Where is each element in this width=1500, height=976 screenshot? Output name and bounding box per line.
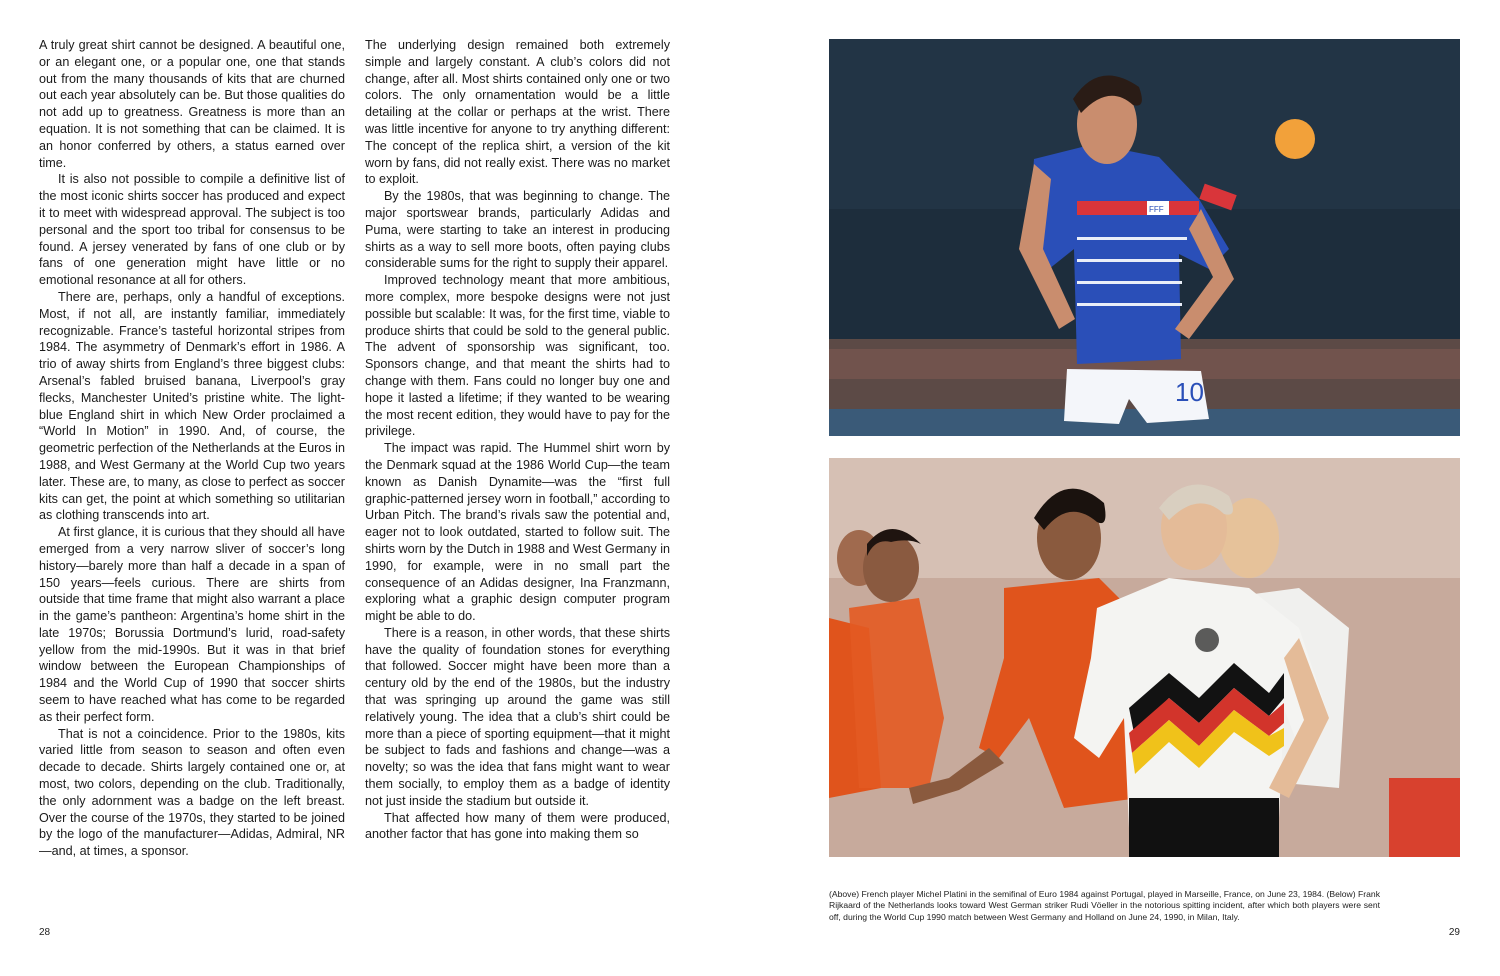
paragraph: That affected how many of them were produced, another factor that has gone into making them so <box>365 810 670 842</box>
photo-rijkaard-voeller-illustration <box>829 458 1460 857</box>
photo-platini <box>829 39 1460 436</box>
paragraph: That is not a coincidence. Prior to the 1980s, kits varied little from season to season and often even decade to decade. Shirts largely contained one or, at most, two colors, depending on the club. Traditionally, the only adornment was a badge on the left breast. Over the course of the 1970s, they started to be joined by the logo of the manufacturer—Adidas, Admiral, NR—and, at times, a sponsor. <box>39 726 345 859</box>
paragraph: Improved technology meant that more ambitious, more complex, more bespoke designs were not just possible but scalable: It was, for the first time, viable to produce shirts that could be sold to the general public. The advent of sponsorship was significant, too. Sponsors change, and that meant the shirts had to change with them. Fans could no longer buy one and hope it lasted a lifetime; if they wanted to be wearing the most recent edition, they would have to pay for the privilege. <box>365 273 670 439</box>
photo-platini-illustration <box>829 39 1460 436</box>
page-number-left: 28 <box>39 927 51 938</box>
photo-rijkaard-voeller <box>829 458 1460 857</box>
paragraph: There are, perhaps, only a handful of exceptions. Most, if not all, are instantly familiar, immediately recognizable. France’s tasteful horizontal stripes from 1984. The asymmetry of Denmark’s effort in 1986. A trio of away shirts from England’s three biggest clubs: Arsenal’s fabled bruised banana, Liverpool’s gray flecks, Manchester United’s pristine white. The light-blue England shirt in which New Order proclaimed a “World In Motion” in 1990. And, of course, the geometric perfection of the Netherlands at the Euros in 1988, and West Germany at the World Cup two years later. These are, to many, as close to perfect as soccer kits can get, the point at which something so utilitarian as clothing transcends into art. <box>39 289 345 523</box>
shirt-badge: FFF <box>1149 205 1164 214</box>
paragraph: The underlying design remained both extremely simple and largely constant. A club’s colors did not change, after all. Most shirts contained only one or two colors. The only ornamentation would be a little detailing at the collar or perhaps at the wrist. There was little incentive for anyone to try anything different: The concept of the replica shirt, a version of the kit worn by fans, did not really exist. There was no market to exploit. <box>365 38 670 187</box>
text-column-2 <box>365 37 670 843</box>
paragraph: A truly great shirt cannot be designed. A beautiful one, or an elegant one, or a popular one, one that stands out from the many thousands of kits that are churned out each year absolutely can be. But those qualities do not add up to greatness. Greatness is more than an equation. It is not something that can be claimed. It is an honor conferred by others, a status earned over time. <box>39 38 345 170</box>
photo-caption: (Above) French player Michel Platini in the semifinal of Euro 1984 against Portugal, played in Marseille, France, on June 23, 1984. (Below) Frank Rijkaard of the Netherlands looks toward West German striker Rudi Vöeller in the notorious spitting incident, after which both players were sent off, during the World Cup 1990 match between West Germany and Holland on June 24, 1990, in Milan, Italy. <box>829 889 1380 922</box>
paragraph: The impact was rapid. The Hummel shirt worn by the Denmark squad at the 1986 World Cup—the team known as Danish Dynamite—was the “first full graphic-patterned jersey worn in football,” according to Urban Pitch. The brand’s rivals saw the potential and, eager not to look outdated, started to follow suit. The shirts worn by the Dutch in 1988 and West Germany in 1990, for example, were in no small part the consequence of an Adidas designer, Ina Franzmann, exploring what a graphic design computer program might be able to do. <box>365 441 670 624</box>
paragraph: It is also not possible to compile a definitive list of the most iconic shirts soccer has produced and expect it to meet with widespread approval. The subject is too personal and the sport too tribal for consensus to be found. A jersey venerated by fans of one club or by fans of one generation might have little or no emotional resonance at all for others. <box>39 172 345 288</box>
paragraph: By the 1980s, that was beginning to change. The major sportswear brands, particularly Adidas and Puma, were starting to take an interest in producing shirts as a way to sell more boots, often paying clubs considerable sums for the right to supply their apparel. <box>365 189 670 271</box>
paragraph: There is a reason, in other words, that these shirts have the quality of foundation stones for everything that followed. Soccer might have been more than a century old by the end of the 1980s, but the industry that was springing up around the game was still relatively young. The idea that a club’s shirt could be more than a piece of sporting equipment—that it might be subject to fads and fashions and change—was a novelty; so was the idea that fans might want to wear them socially, to employ them as a badge of identity not just inside the stadium but outside it. <box>365 625 670 808</box>
text-column-1 <box>39 37 345 860</box>
shirt-number: 10 <box>1175 377 1204 407</box>
paragraph: At first glance, it is curious that they should all have emerged from a very narrow sliver of soccer’s long history—barely more than half a decade in a span of 150 years—feels curious. There are shirts from outside that time frame that might also warrant a place in the game’s pantheon: Argentina’s home shirt in the late 1970s; Borussia Dortmund’s lurid, road-safety yellow from the mid-1990s. But it was in that brief window between the European Championships of 1984 and the World Cup of 1990 that soccer shirts seem to have reached what has come to be regarded as their perfect form. <box>39 525 345 724</box>
page-number-right: 29 <box>1448 927 1460 938</box>
